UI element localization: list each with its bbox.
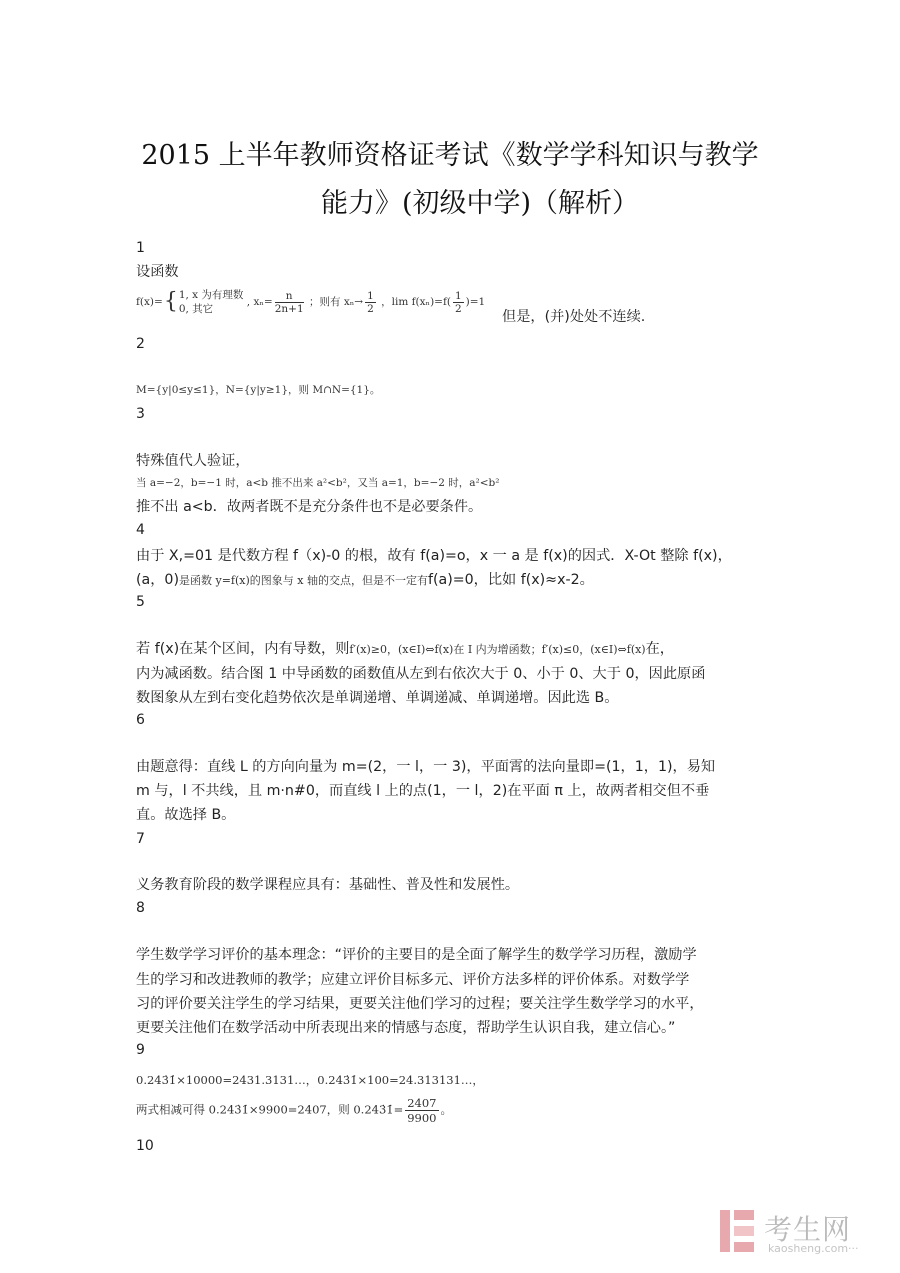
q6-line1: 由题意得：直线 L 的方向向量为 m=(2，一 l，一 3)，平面霄的法向量即=(1，1，1)，易知 (136, 759, 716, 775)
q1-text: 但是，(并)处处不连续. (502, 309, 646, 325)
q2-formula: M={y|0≤y≤1}，N={y|y≥1}，则 M∩N={1}。 (136, 384, 381, 396)
q4-line2: (a，0)是函数 y=f(x)的图象与 x 轴的交点，但是不一定有f(a)=0，比如 f(x)≈x-2。 (136, 572, 594, 588)
question-number-5: 5 (136, 594, 145, 610)
question-number-10: 10 (136, 1138, 154, 1154)
q8-line4: 更要关注他们在数学活动中所表现出来的情感与态度，帮助学生认识自我，建立信心。” (136, 1020, 676, 1036)
question-number-4: 4 (136, 522, 145, 538)
q3-text: 推不出 a<b．故两者既不是充分条件也不是必要条件。 (136, 499, 483, 515)
question-number-7: 7 (136, 831, 145, 847)
logo-subtext: kaosheng.com··· (768, 1242, 859, 1255)
q8-line2: 生的学习和改进教师的教学；应建立评价目标多元、评价方法多样的评价体系。对数学学 (136, 972, 690, 988)
q9-formula-line1: 0.243̇1̇×10000=2431.3131…，0.243̇1̇×100=24.313131…， (136, 1073, 484, 1087)
question-number-6: 6 (136, 712, 145, 728)
q4-line1: 由于 X,=01 是代数方程 f（x)-0 的根，故有 f(a)=o，x 一 a 是 f(x)的因式．X-Ot 整除 f(x)， (136, 548, 732, 564)
question-number-1: 1 (136, 240, 145, 256)
q7-text: 义务教育阶段的数学课程应具有：基础性、普及性和发展性。 (136, 877, 520, 893)
q5-line1: 若 f(x)在某个区间，内有导数，则f′(x)≥0，(x∈I)⇔f(x)在 I 内为增函数；f′(x)≤0，(x∈I)⇔f(x)在， (136, 641, 674, 657)
q3-formula: 当 a=−2，b=−1 时，a<b 推不出来 a²<b²，又当 a=1，b=−2 时，a²<b² (136, 477, 500, 489)
q1-intro: 设函数 (136, 264, 179, 280)
question-number-3: 3 (136, 406, 145, 422)
q1-formula: f(x)={ 1, x 为有理数 0, 其它 , xₙ= $\frac{n}{2n+1}$ ；则有 xₙ→ $\frac{1}{2}$ ，lim f(xₙ)=f( $\frac{1}{2}$ )=1 (136, 289, 486, 315)
question-number-9: 9 (136, 1042, 145, 1058)
q5-line2: 内为减函数。结合图 1 中导函数的函数值从左到右依次大于 0、小于 0、大于 0，因此原函 (136, 666, 706, 682)
document-title-line2: 能力》(初级中学)（解析） (320, 188, 640, 219)
q8-line3: 习的评价要关注学生的学习结果，更要关注他们学习的过程；要关注学生数学学习的水平， (136, 996, 704, 1012)
q6-line2: m 与，l 不共线，且 m·n#0，而直线 l 上的点(1，一 l，2)在平面 π 上，故两者相交但不垂 (136, 783, 710, 799)
q3-intro: 特殊值代人验证， (136, 453, 250, 469)
q8-line1: 学生数学学习评价的基本理念：“评价的主要目的是全面了解学生的数学学习历程，激励学 (136, 947, 697, 963)
q5-line3: 数图象从左到右变化趋势依次是单调递增、单调递减、单调递增。因此选 B。 (136, 690, 619, 706)
logo-mark-icon (718, 1206, 758, 1256)
logo-text: 考生网 (764, 1213, 852, 1246)
q6-line3: 直。故选择 B。 (136, 807, 236, 823)
site-logo (718, 1206, 888, 1262)
q9-formula-line2: 两式相减可得 0.243̇1̇×9900=2407，则 0.243̇1̇= $\frac{2407}{9900}$ 。 (136, 1096, 453, 1125)
question-number-8: 8 (136, 900, 145, 916)
document-title-line1: 2015 上半年教师资格证考试《数学学科知识与教学 (141, 140, 759, 171)
question-number-2: 2 (136, 336, 145, 352)
